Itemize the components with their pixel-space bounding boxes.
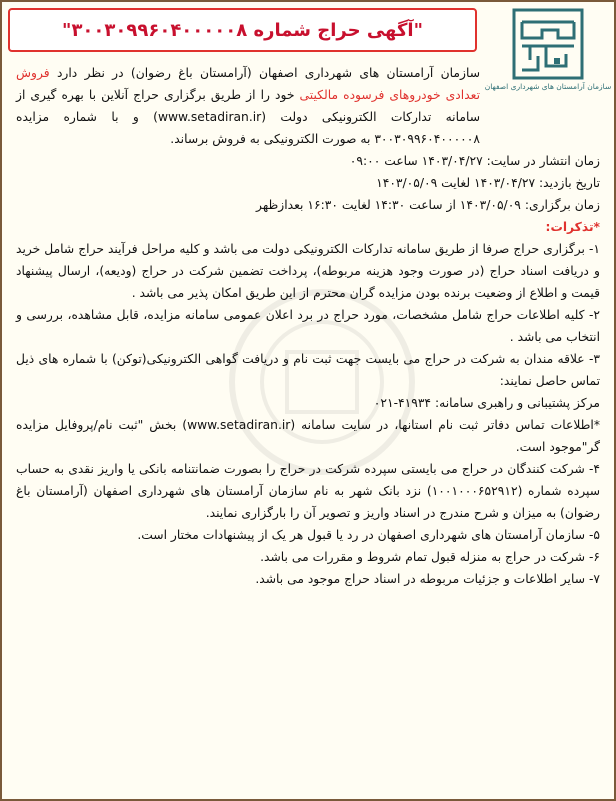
note-item: ۶- شرکت در حراج به منزله قبول تمام شروط و مقررات می باشد. xyxy=(260,550,600,564)
intro-highlight: فروش تعدادی خودروهای فرسوده مالکیتی xyxy=(16,66,480,102)
publish-time: زمان انتشار در سایت: ۱۴۰۳/۰۴/۲۷ ساعت ۰۹:۰۰ xyxy=(349,154,600,168)
notes-list xyxy=(16,238,600,590)
note-item: ۴- شرکت کنندگان در حراج می بایستی سپرده شرکت در حراج را بصورت ضمانتنامه بانکی یا واریز نقدی به حساب سپرده شماره (۱۰۰۱۰۰۰۶۵۲۹۱۲) نزد بانک شهر به نام سازمان آرامستان های شهرداری اصفهان (آرامستان باغ رضوان) به میزان و شرح مندرج در اسناد واریز و تصویر آن را بارگزاری نمایند. xyxy=(16,462,600,520)
note-item: *اطلاعات تماس دفاتر ثبت نام استانها، در سایت سامانه (www.setadiran.ir) بخش "ثبت نام/پروفایل مزایده گر"موجود است. xyxy=(16,418,601,454)
note-item: ۵- سازمان آرامستان های شهرداری اصفهان در رد یا قبول هر یک از پیشنهادات مختار است. xyxy=(137,528,600,542)
note-item: ۲- کلیه اطلاعات حراج شامل مشخصات، مورد حراج در برد اعلان عمومی سامانه مزایده، قابل مشاهده، بررسی و انتخاب می باشد . xyxy=(16,308,600,344)
schedule-info xyxy=(16,150,600,216)
note-item: ۳- علاقه مندان به شرکت در حراج می بایست جهت ثبت نام و دریافت گواهی الکترونیکی(توکن) با شماره های ذیل تماس حاصل نمایند: xyxy=(16,352,600,388)
notes-title: *تذکرات: xyxy=(545,220,600,234)
auction-time: زمان برگزاری: ۱۴۰۳/۰۵/۰۹ از ساعت ۱۴:۳۰ لغایت ۱۶:۳۰ بعدازظهر xyxy=(256,198,600,212)
logo-caption: سازمان آرامستان های شهرداری اصفهان xyxy=(484,82,612,91)
note-item: ۱- برگزاری حراج صرفا از طریق سامانه تدارکات الکترونیکی دولت می باشد و کلیه مراحل فرآیند حراج شامل خرید و دریافت اسناد حراج (در صورت وجود هزینه مربوطه)، پرداخت تضمین شرکت در حراج (ودیعه)، ارسال پیشنهاد قیمت و اطلاع از وضعیت برنده بودن مزایده گران محترم از این طریق امکان پذیر می باشد . xyxy=(16,242,600,300)
visit-date: تاریخ بازدید: ۱۴۰۳/۰۴/۲۷ لغایت ۱۴۰۳/۰۵/۰۹ xyxy=(376,176,600,190)
intro-text-1: سازمان آرامستان های شهرداری اصفهان (آرامستان باغ رضوان) در نظر دارد xyxy=(49,66,480,80)
intro-text-2: خود را از طریق برگزاری حراج آنلاین با بهره گیری از سامانه تدارکات الکترونیکی دولت (www.setadiran.ir) و با شماره مزایده ۳۰۰۳۰۹۹۶۰۴۰۰۰۰۰۸ به صورت الکترونیکی به فروش برساند. xyxy=(16,88,480,146)
note-item: ۷- سایر اطلاعات و جزئیات مربوطه در اسناد حراج موجود می باشد. xyxy=(255,572,600,586)
intro-paragraph xyxy=(16,62,480,150)
title-box xyxy=(8,8,477,52)
note-item: مرکز پشتیبانی و راهبری سامانه: ۴۱۹۳۴-۰۲۱ xyxy=(373,396,600,410)
body-text xyxy=(16,62,600,791)
auction-title: "آگهی حراج شماره ۳۰۰۳۰۹۹۶۰۴۰۰۰۰۰۸" xyxy=(62,19,423,41)
